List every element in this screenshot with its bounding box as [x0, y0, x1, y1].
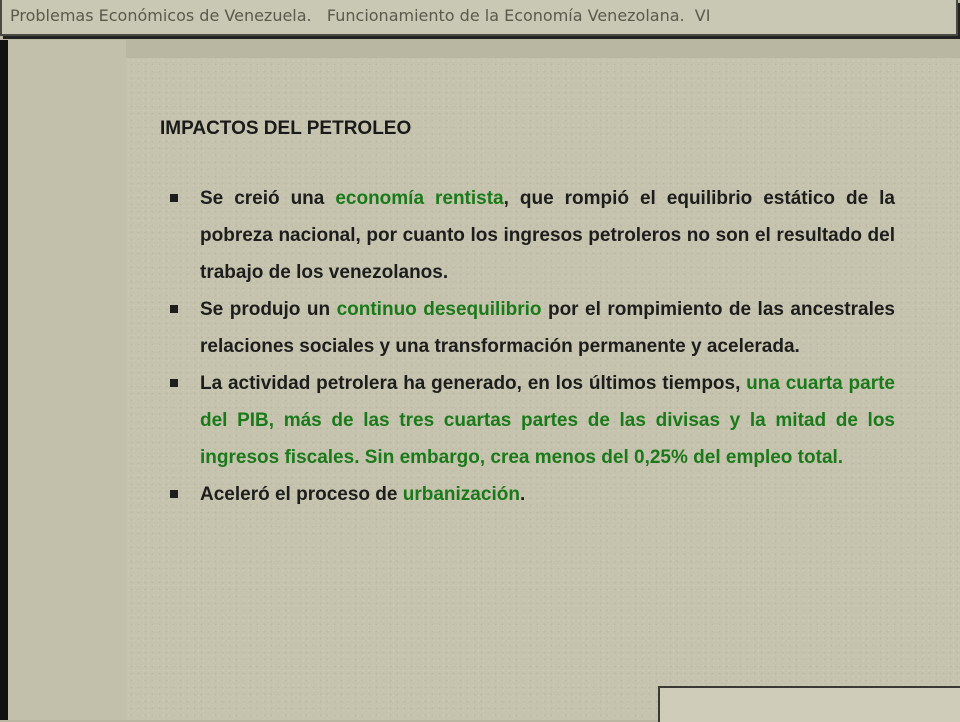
bullet-highlight: una cuarta parte del PIB, más de las tres cuartas partes de las divisas y la mitad de los ingresos fiscales. Sin embargo, crea menos del 0,25% del empleo total.: [200, 373, 895, 468]
left-dark-edge: [0, 40, 8, 720]
bullet-highlight: continuo desequilibrio: [336, 299, 542, 320]
slide-title: [10, 6, 710, 25]
bullet-item: [160, 180, 895, 291]
slide-heading: IMPACTOS DEL PETROLEO: [160, 118, 412, 139]
bullet-highlight: urbanización: [402, 484, 520, 505]
square-bullet-icon: [170, 194, 178, 202]
bullet-highlight: economía rentista: [335, 188, 504, 209]
bullet-item: [160, 291, 895, 365]
bullet-item: [160, 365, 895, 476]
title-bar: [0, 0, 958, 36]
bullet-list: [160, 180, 895, 513]
bullet-text: Aceleró el proceso de: [200, 484, 403, 505]
left-sidebar-strip: [8, 40, 126, 720]
bullet-text: , que rompió el equilibrio estático de la pobreza nacional, por cuanto los ingresos petroleros no son el resultado del trabajo de los venezolanos.: [200, 188, 895, 283]
square-bullet-icon: [170, 305, 178, 313]
bullet-text: .: [519, 484, 526, 505]
bullet-text: La actividad petrolera ha generado, en los últimos tiempos,: [200, 373, 747, 394]
title-part: VI: [694, 6, 711, 25]
bullet-text: Se creió una: [200, 188, 336, 209]
title-course: Problemas Económicos de Venezuela.: [10, 6, 312, 25]
footer-bar: [658, 686, 960, 722]
square-bullet-icon: [170, 379, 178, 387]
bullet-text: Se produjo un: [200, 299, 337, 320]
bullet-item: [160, 476, 895, 513]
title-topic: Funcionamiento de la Economía Venezolana.: [326, 6, 685, 25]
square-bullet-icon: [170, 490, 178, 498]
bullet-text: por el rompimiento de las ancestrales relaciones sociales y una transformación permanente y acelerada.: [200, 299, 895, 357]
